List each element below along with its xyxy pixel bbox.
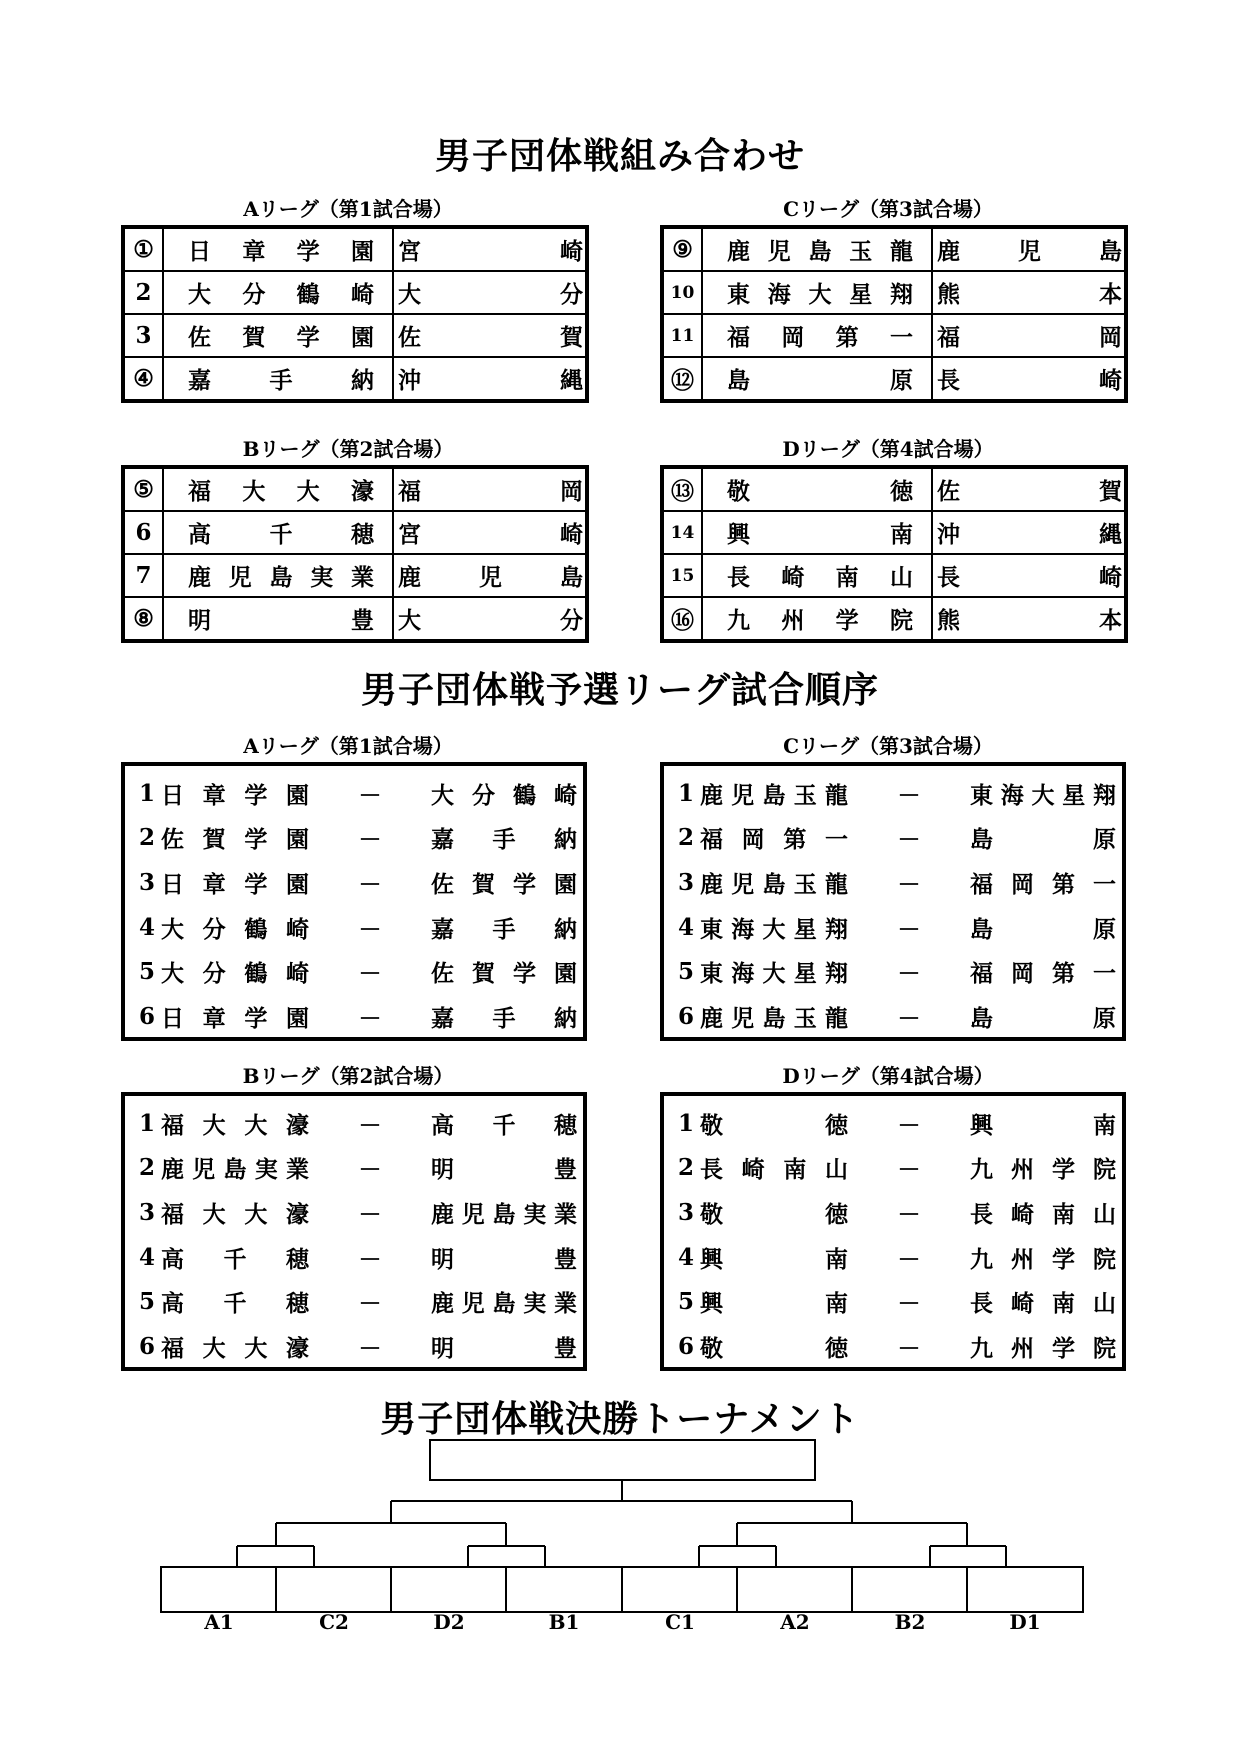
school-name: 敬 徳: [727, 478, 913, 505]
away-team: 長 崎 南 山: [970, 1200, 1116, 1228]
school-name: 明 豊: [188, 607, 374, 634]
away-team: 佐 賀 学 園: [431, 960, 577, 988]
home-team: 敬 徳: [700, 1334, 848, 1362]
versus-dash: －: [897, 1111, 921, 1139]
home-team: 高 千 穂: [161, 1245, 309, 1273]
away-team: 島 原: [970, 826, 1116, 854]
away-team: 明 豊: [431, 1245, 577, 1273]
pairing-c-caption: Cリーグ（第3試合場）: [783, 197, 993, 221]
order-a-caption: Aリーグ（第1試合場）: [243, 734, 453, 758]
order-c-caption: Cリーグ（第3試合場）: [783, 734, 993, 758]
match-number: 3: [677, 868, 694, 896]
school-name: 島 原: [727, 367, 913, 394]
prefecture: 佐 賀: [398, 324, 583, 351]
home-team: 福 大 大 濠: [161, 1334, 309, 1362]
versus-dash: －: [358, 1156, 382, 1184]
match-number: 1: [138, 1109, 155, 1137]
match-number: 5: [138, 1288, 155, 1316]
home-team: 鹿 児 島 玉 龍: [700, 870, 848, 898]
prefecture: 大 分: [398, 607, 583, 634]
team-number: 6: [123, 511, 163, 554]
home-team: 敬 徳: [700, 1200, 848, 1228]
match-number: 1: [138, 779, 155, 807]
away-team: 東 海 大 星 翔: [970, 781, 1116, 809]
match-number: 4: [677, 913, 694, 941]
away-team: 島 原: [970, 1004, 1116, 1032]
school-name: 福 大 大 濠: [188, 478, 374, 505]
team-number: ⑧: [123, 597, 163, 641]
school-name: 高 千 穂: [188, 521, 374, 548]
bracket-slot-5: C1: [665, 1610, 695, 1634]
bracket-lines: [161, 1480, 1083, 1612]
home-team: 敬 徳: [700, 1111, 848, 1139]
away-team: 明 豊: [431, 1334, 577, 1362]
away-team: 長 崎 南 山: [970, 1290, 1116, 1318]
home-team: 東 海 大 星 翔: [700, 915, 848, 943]
team-number: 7: [123, 554, 163, 597]
versus-dash: －: [897, 1245, 921, 1273]
match-number: 1: [677, 779, 694, 807]
versus-dash: －: [897, 826, 921, 854]
bracket-slot-3: D2: [433, 1610, 465, 1634]
versus-dash: －: [358, 960, 382, 988]
bracket-slot-1: A1: [204, 1610, 234, 1634]
away-team: 高 千 穂: [431, 1111, 577, 1139]
prefecture: 沖 縄: [937, 521, 1122, 548]
match-number: 6: [677, 1002, 694, 1030]
bracket-slot-8: D1: [1009, 1610, 1041, 1634]
match-number: 2: [677, 1154, 694, 1182]
away-team: 大 分 鶴 崎: [431, 781, 577, 809]
bracket-slot-7: B2: [894, 1610, 926, 1634]
team-number: 2: [123, 271, 163, 314]
match-number: 4: [138, 913, 155, 941]
away-team: 福 岡 第 一: [970, 960, 1116, 988]
school-name: 長 崎 南 山: [727, 564, 913, 591]
home-team: 長 崎 南 山: [700, 1156, 848, 1184]
match-number: 2: [138, 1154, 155, 1182]
team-number: ⑬: [662, 467, 702, 511]
school-name: 興 南: [727, 521, 913, 548]
prefecture: 大 分: [398, 281, 583, 308]
versus-dash: －: [897, 960, 921, 988]
school-name: 佐 賀 学 園: [188, 324, 374, 351]
match-number: 6: [138, 1332, 155, 1360]
school-name: 福 岡 第 一: [727, 324, 913, 351]
school-name: 鹿 児 島 実 業: [188, 564, 374, 591]
prefecture: 鹿 児 島: [937, 238, 1122, 265]
away-team: 嘉 手 納: [431, 826, 577, 854]
match-number: 4: [677, 1243, 694, 1271]
pairing-title: 男子団体戦組み合わせ: [434, 135, 805, 177]
versus-dash: －: [358, 1200, 382, 1228]
away-team: 明 豊: [431, 1156, 577, 1184]
prefecture: 宮 崎: [398, 521, 583, 548]
school-name: 鹿 児 島 玉 龍: [727, 238, 913, 265]
order-title: 男子団体戦予選リーグ試合順序: [360, 669, 879, 711]
versus-dash: －: [358, 870, 382, 898]
bracket-slot-6: A2: [780, 1610, 810, 1634]
bracket-slot-2: C2: [319, 1610, 349, 1634]
team-number: 15: [662, 554, 702, 597]
school-name: 東 海 大 星 翔: [727, 281, 913, 308]
away-team: 九 州 学 院: [970, 1156, 1116, 1184]
prefecture: 福 岡: [937, 324, 1122, 351]
home-team: 東 海 大 星 翔: [700, 960, 848, 988]
versus-dash: －: [358, 1245, 382, 1273]
match-number: 5: [138, 958, 155, 986]
home-team: 福 岡 第 一: [700, 826, 848, 854]
prefecture: 福 岡: [398, 478, 583, 505]
champion-box: [430, 1440, 815, 1480]
team-number: 14: [662, 511, 702, 554]
tournament-title: 男子団体戦決勝トーナメント: [380, 1398, 860, 1440]
school-name: 九 州 学 院: [727, 607, 913, 634]
prefecture: 長 崎: [937, 367, 1122, 394]
prefecture: 熊 本: [937, 281, 1122, 308]
home-team: 鹿 児 島 玉 龍: [700, 781, 848, 809]
prefecture: 宮 崎: [398, 238, 583, 265]
match-number: 3: [677, 1198, 694, 1226]
prefecture: 熊 本: [937, 607, 1122, 634]
versus-dash: －: [358, 1004, 382, 1032]
home-team: 福 大 大 濠: [161, 1200, 309, 1228]
versus-dash: －: [358, 781, 382, 809]
team-number: ①: [123, 227, 163, 271]
team-number: ⑤: [123, 467, 163, 511]
prefecture: 鹿 児 島: [398, 564, 583, 591]
away-team: 島 原: [970, 915, 1116, 943]
versus-dash: －: [897, 870, 921, 898]
home-team: 佐 賀 学 園: [161, 826, 309, 854]
prefecture: 佐 賀: [937, 478, 1122, 505]
home-team: 大 分 鶴 崎: [161, 960, 309, 988]
match-number: 1: [677, 1109, 694, 1137]
match-number: 5: [677, 1288, 694, 1316]
match-number: 6: [677, 1332, 694, 1360]
bracket-slot-4: B1: [548, 1610, 580, 1634]
versus-dash: －: [897, 1156, 921, 1184]
versus-dash: －: [358, 1111, 382, 1139]
pairing-a-caption: Aリーグ（第1試合場）: [243, 197, 453, 221]
prefecture: 沖 縄: [398, 367, 583, 394]
versus-dash: －: [897, 1200, 921, 1228]
match-number: 3: [138, 1198, 155, 1226]
team-number: 11: [662, 314, 702, 357]
away-team: 鹿 児 島 実 業: [431, 1200, 577, 1228]
away-team: 福 岡 第 一: [970, 870, 1116, 898]
versus-dash: －: [897, 915, 921, 943]
team-number: ⑫: [662, 357, 702, 401]
home-team: 興 南: [700, 1245, 848, 1273]
team-number: ⑯: [662, 597, 702, 641]
match-number: 2: [677, 824, 694, 852]
away-team: 佐 賀 学 園: [431, 870, 577, 898]
pairing-b-caption: Bリーグ（第2試合場）: [242, 437, 454, 461]
school-name: 嘉 手 納: [188, 367, 374, 394]
team-number: 3: [123, 314, 163, 357]
order-d-caption: Dリーグ（第4試合場）: [782, 1064, 994, 1088]
versus-dash: －: [358, 915, 382, 943]
home-team: 鹿 児 島 実 業: [161, 1156, 309, 1184]
home-team: 鹿 児 島 玉 龍: [700, 1004, 848, 1032]
match-number: 4: [138, 1243, 155, 1271]
away-team: 嘉 手 納: [431, 1004, 577, 1032]
team-number: ④: [123, 357, 163, 401]
versus-dash: －: [897, 1334, 921, 1362]
home-team: 日 章 学 園: [161, 870, 309, 898]
away-team: 鹿 児 島 実 業: [431, 1290, 577, 1318]
versus-dash: －: [897, 781, 921, 809]
home-team: 日 章 学 園: [161, 781, 309, 809]
home-team: 興 南: [700, 1290, 848, 1318]
team-number: ⑨: [662, 227, 702, 271]
home-team: 日 章 学 園: [161, 1004, 309, 1032]
match-number: 2: [138, 824, 155, 852]
home-team: 高 千 穂: [161, 1290, 309, 1318]
team-number: 10: [662, 271, 702, 314]
away-team: 嘉 手 納: [431, 915, 577, 943]
away-team: 九 州 学 院: [970, 1334, 1116, 1362]
versus-dash: －: [358, 1290, 382, 1318]
home-team: 福 大 大 濠: [161, 1111, 309, 1139]
prefecture: 長 崎: [937, 564, 1122, 591]
away-team: 九 州 学 院: [970, 1245, 1116, 1273]
match-number: 3: [138, 868, 155, 896]
school-name: 日 章 学 園: [188, 238, 374, 265]
versus-dash: －: [897, 1004, 921, 1032]
away-team: 興 南: [970, 1111, 1116, 1139]
match-number: 5: [677, 958, 694, 986]
versus-dash: －: [358, 1334, 382, 1362]
school-name: 大 分 鶴 崎: [188, 281, 374, 308]
pairing-d-caption: Dリーグ（第4試合場）: [782, 437, 994, 461]
order-b-caption: Bリーグ（第2試合場）: [242, 1064, 454, 1088]
match-number: 6: [138, 1002, 155, 1030]
versus-dash: －: [358, 826, 382, 854]
home-team: 大 分 鶴 崎: [161, 915, 309, 943]
versus-dash: －: [897, 1290, 921, 1318]
